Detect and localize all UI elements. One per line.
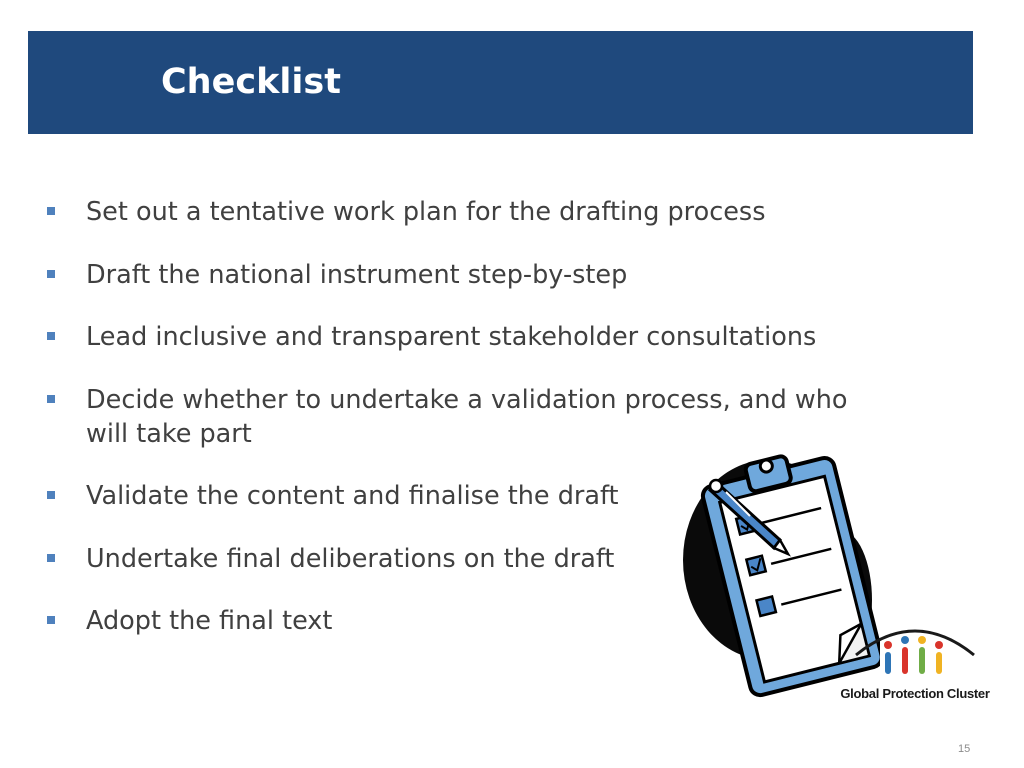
bullet-text: Validate the content and finalise the draft [86,481,619,511]
bullet-text: Draft the national instrument step-by-step [86,259,628,290]
bullet-text: Set out a tentative work plan for the drafting process [86,197,766,227]
bullet-item [44,258,874,292]
bullet-text: Decide whether to undertake a validation process, and who will take part [86,384,848,449]
square-bullet-icon [47,554,55,562]
bullet-item [44,195,874,229]
title-bar [28,31,973,134]
square-bullet-icon [47,616,55,624]
square-bullet-icon [47,332,55,340]
bullet-text: Lead inclusive and transparent stakeholder consultations [86,322,817,352]
global-protection-cluster-logo [840,615,990,710]
logo-figures-icon [840,615,990,675]
page-number: 15 [958,743,971,755]
square-bullet-icon [47,491,55,499]
bullet-text: Adopt the final text [86,606,333,636]
slide-title: Checklist [161,62,341,102]
bullet-item [44,320,874,354]
square-bullet-icon [47,270,55,278]
bullet-text: Undertake final deliberations on the draft [86,543,615,574]
logo-text: Global Protection Cluster [840,686,990,701]
square-bullet-icon [47,207,55,215]
square-bullet-icon [47,395,55,403]
